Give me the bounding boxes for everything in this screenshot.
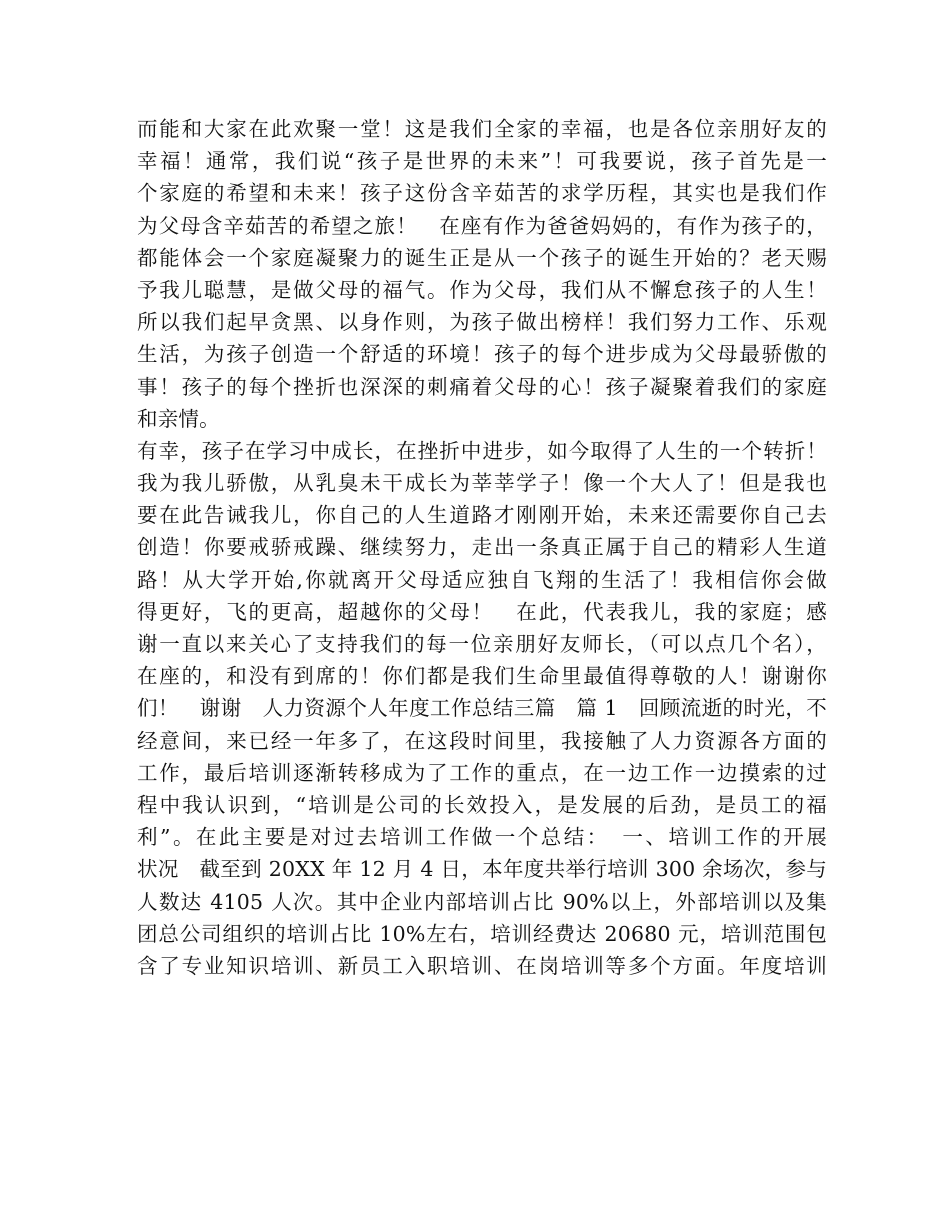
- text-line-2: 幸福！通常，我们说“孩子是世界的未来”！可我要说，孩子首先是一: [137, 149, 827, 174]
- text-line-21: 工作，最后培训逐渐转移成为了工作的重点，在一边工作一边摸索的过: [137, 760, 827, 785]
- text-line-19: 们！ 谢谢 人力资源个人年度工作总结三篇 篇 1 回顾流逝的时光，不: [137, 696, 827, 721]
- text-line-8: 生活，为孩子创造一个舒适的环境！孩子的每个进步成为父母最骄傲的: [137, 342, 827, 367]
- text-line-4: 为父母含辛茹苦的希望之旅！ 在座有作为爸爸妈妈的，有作为孩子的，: [137, 213, 827, 238]
- text-line-24: 状况 截至到 20XX 年 12 月 4 日，本年度共举行培训 300 余场次，参与: [137, 857, 827, 882]
- text-line-3: 个家庭的希望和未来！孩子这份含辛茹苦的求学历程，其实也是我们作: [137, 181, 827, 206]
- text-line-13: 要在此告诫我儿，你自己的人生道路才刚刚开始，未来还需要你自己去: [137, 503, 827, 528]
- text-line-27: 含了专业知识培训、新员工入职培训、在岗培训等多个方面。年度培训: [137, 953, 827, 978]
- text-line-7: 所以我们起早贪黑、以身作则，为孩子做出榜样！我们努力工作、乐观: [137, 310, 827, 335]
- text-line-6: 予我儿聪慧，是做父母的福气。作为父母，我们从不懈怠孩子的人生！: [137, 277, 827, 302]
- text-line-12: 我为我儿骄傲，从乳臭未干成长为莘莘学子！像一个大人了！但是我也: [137, 471, 827, 496]
- text-line-16: 得更好，飞的更高，超越你的父母！ 在此，代表我儿，我的家庭；感: [137, 599, 827, 624]
- text-line-10: 和亲情。: [137, 406, 220, 431]
- text-line-26: 团总公司组织的培训占比 10%左右，培训经费达 20680 元，培训范围包: [137, 921, 827, 946]
- text-line-20: 经意间，来已经一年多了，在这段时间里，我接触了人力资源各方面的: [137, 728, 827, 753]
- text-line-15: 路！从大学开始,你就离开父母适应独自飞翔的生活了！我相信你会做: [137, 567, 827, 592]
- body-text: [137, 113, 827, 982]
- text-line-17: 谢一直以来关心了支持我们的每一位亲朋好友师长，（可以点几个名），: [137, 632, 827, 656]
- text-line-11: 有幸，孩子在学习中成长，在挫折中进步，如今取得了人生的一个转折！: [137, 438, 827, 463]
- text-line-5: 都能体会一个家庭凝聚力的诞生正是从一个孩子的诞生开始的？老天赐: [137, 245, 827, 270]
- text-line-18: 在座的，和没有到席的！你们都是我们生命里最值得尊敬的人！谢谢你: [137, 664, 827, 689]
- text-line-14: 创造！你要戒骄戒躁、继续努力，走出一条真正属于自己的精彩人生道: [137, 535, 827, 560]
- text-line-9: 事！孩子的每个挫折也深深的刺痛着父母的心！孩子凝聚着我们的家庭: [137, 374, 827, 399]
- text-line-1: 而能和大家在此欢聚一堂！这是我们全家的幸福，也是各位亲朋好友的: [137, 117, 827, 141]
- text-line-23: 利”。在此主要是对过去培训工作做一个总结： 一、培训工作的开展: [137, 825, 827, 850]
- text-line-22: 程中我认识到，“培训是公司的长效投入，是发展的后劲，是员工的福: [137, 792, 827, 817]
- text-line-25: 人数达 4105 人次。其中企业内部培训占比 90%以上，外部培训以及集: [137, 889, 827, 914]
